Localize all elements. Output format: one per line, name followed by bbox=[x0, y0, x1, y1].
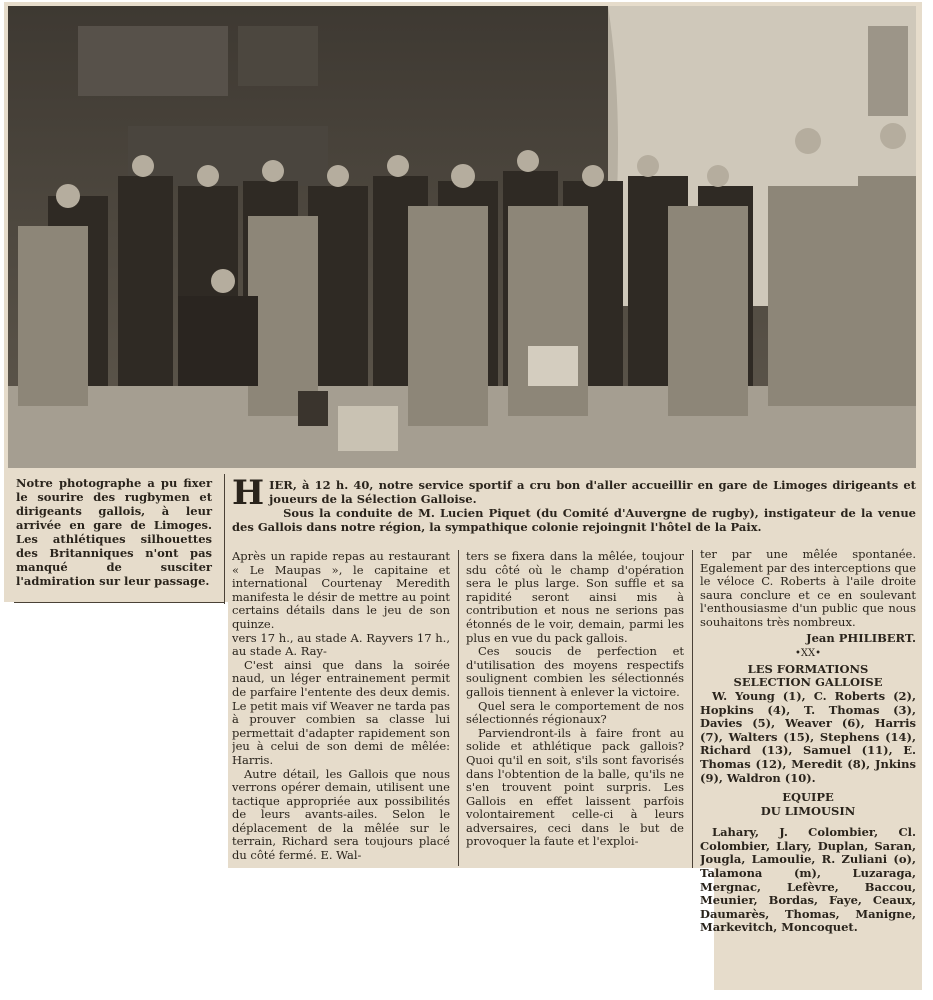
col2-paragraph-2: Ces soucis de perfection et d'utilisation des moyens respectifs soulignent combien les sélectionnés gallois tiennent à enlever la victoire. bbox=[466, 644, 684, 699]
caption-right-rule bbox=[224, 474, 225, 604]
article-column-3 bbox=[700, 548, 916, 988]
column-rule-1 bbox=[458, 550, 459, 866]
article-column-1 bbox=[232, 550, 450, 866]
photo-caption: Notre photographe a pu fixer le sourire des rugbymen et dirigeants gallois, à leur arrivée en gare de Limoges. Les athlétiques silhouettes des Britanniques n'ont pas manqué de susciter l'admiration sur leur passage. bbox=[16, 476, 212, 588]
limousin-heading-2: DU LIMOUSIN bbox=[760, 803, 856, 818]
col1-paragraph-3: C'est ainsi que dans la soirée naud, un léger entrainement permit de parfaire l'entente des deux demis. Le petit mais vif Weaver ne tarda pas à prouver combien sa classe lui permettait d'adapter rapidement son jeu à celui de son demi de mêlée: Harris. bbox=[232, 657, 450, 767]
article-column-2 bbox=[466, 550, 684, 866]
col1-paragraph-1: Après un rapide repas au restaurant « Le Maupas », le capitaine et international Courtenay Meredith manifesta le désir de mettre au point certains détails dans le jeu de son quinze. bbox=[232, 550, 450, 631]
welsh-team-list: W. Young (1), C. Roberts (2), Hopkins (4), T. Thomas (3), Davies (5), Weaver (6), Harris (7), Walters (15), Stephens (14), Richard (13), Samuel (11), E. Thomas (12), Meredit (8), Jnkins (9), Waldron (10). bbox=[700, 688, 916, 785]
col2-paragraph-1: ters se fixera dans la mêlée, toujour sdu côté où le champ d'opération sera le plus large. Son suffle et sa rapidité seront ainsi mis à contribution et nous ne serions pas étonnés de le voir, demain, parmi les plus en vue du pack gallois. bbox=[466, 550, 684, 645]
group-photograph bbox=[8, 6, 916, 468]
article-lead bbox=[232, 473, 916, 534]
col1-paragraph-2: vers 17 h., au stade A. Rayvers 17 h., au stade A. Ray- bbox=[232, 630, 450, 659]
photo-illustration bbox=[8, 6, 916, 468]
lead-paragraph-2: Sous la conduite de M. Lucien Piquet (du Comité d'Auvergne de rugby), instigateur de la venue des Gallois dans notre région, la sympathique colonie rejoingnit l'hôtel de la Paix. bbox=[232, 506, 916, 534]
formations-heading: LES FORMATIONS bbox=[747, 661, 869, 676]
col1-paragraph-4: Autre détail, les Gallois que nous verrons opérer demain, utilisent une tactique appropriée aux possibilités de leurs avants-ailes. Selon le déplacement de la mêlée sur le terrain, Richard sera toujours placé du côté fermé. E. Wal- bbox=[232, 766, 450, 863]
col3-intro: ter par une mêlée spontanée. Egalement par des interceptions que le véloce C. Roberts à l'aile droite saura conclure et ce en soulevant l'enthousiasme d'un public que nous souhaitons très nombreux. bbox=[700, 548, 916, 629]
column-rule-2 bbox=[692, 550, 693, 868]
lead-paragraph-1: IER, à 12 h. 40, notre service sportif a cru bon d'aller accueillir en gare de Limoges dirigeants et joueurs de la Sélection Galloise. bbox=[269, 478, 916, 506]
author-signature: Jean PHILIBERT. bbox=[806, 630, 916, 645]
col2-paragraph-4: Parviendront-ils à faire front au solide et athlétique pack gallois? Quoi qu'il en soit, s'ils sont favorisés dans l'obtention de la balle, qu'ils ne s'en trouvent point surpris. Les Gallois en effet laissent parfois volontairement celle-ci à leurs adversaires, ceci dans le but de provoquer la faute et l'exploi- bbox=[466, 725, 684, 849]
limousin-heading-1: EQUIPE bbox=[782, 790, 834, 805]
section-separator: •XX• bbox=[794, 648, 822, 660]
limousin-team-list: Lahary, J. Colombier, Cl. Colombier, Llary, Duplan, Saran, Jougla, Lamoulie, R. Zuliani (o), Talamona (m), Luzaraga, Mergnac, Lefèvre, Baccou, Meunier, Bordas, Faye, Ceaux, Daumarès, Thomas, Manigne, Markevitch, Moncoquet. bbox=[700, 825, 916, 935]
drop-cap: H bbox=[232, 473, 265, 513]
col2-paragraph-3: Quel sera le comportement de nos sélectionnés régionaux? bbox=[466, 698, 684, 727]
welsh-team-heading: SELECTION GALLOISE bbox=[733, 675, 883, 690]
caption-bottom-rule bbox=[14, 602, 224, 603]
